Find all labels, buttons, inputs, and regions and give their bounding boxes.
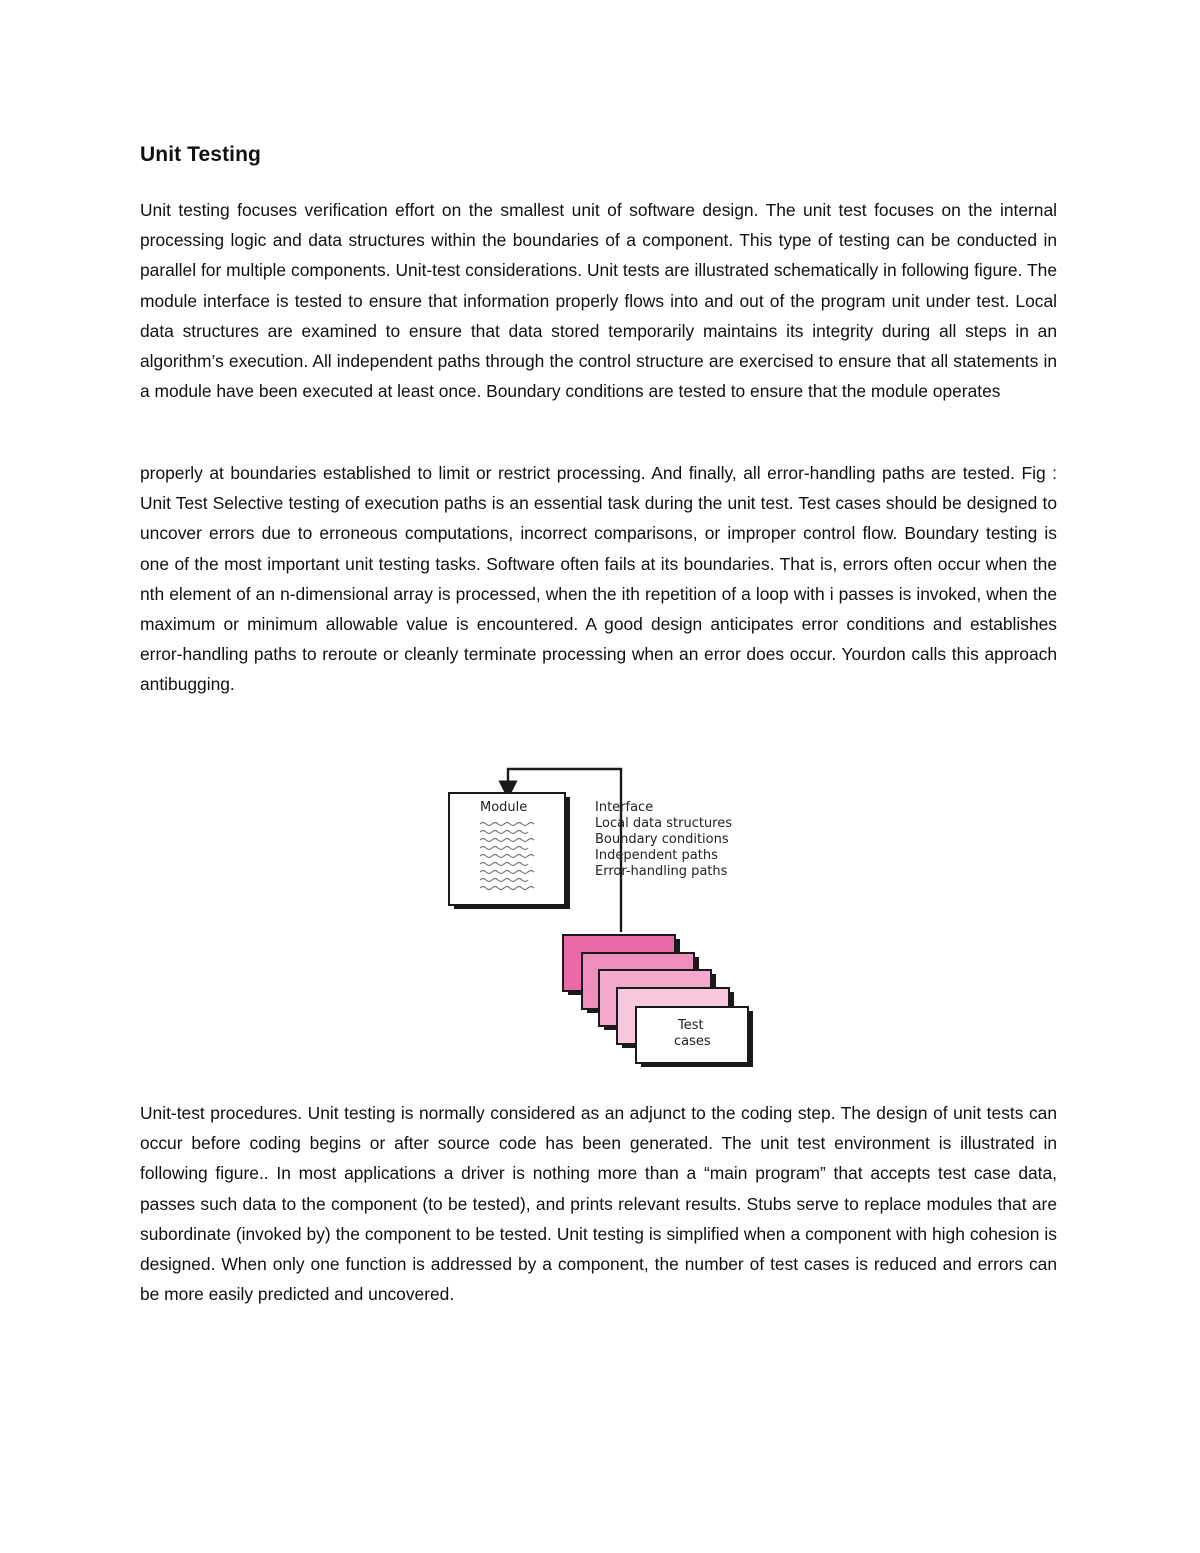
paragraph-unit-testing-intro: Unit testing focuses verification effort on the smallest unit of software design. The unit test focuses on the internal processing logic and data structures within the boundaries of a component. This type of testing can be conducted in parallel for multiple components. Unit-test considerations. Unit tests are illustrated schematically in following figure. The module interface is tested to ensure that information properly flows into and out of the program unit under test. Local data structures are examined to ensure that data stored temporarily maintains its integrity during all steps in an algorithm’s execution. All independent paths through the control structure are exercised to ensure that all statements in a module have been executed at least once. Boundary conditions are tested to ensure that the module operates — [140, 200, 1057, 402]
module-label: Module — [480, 800, 528, 815]
test-cases-label-line1: Test — [678, 1018, 704, 1033]
paragraph-unit-test-procedures: Unit-test procedures. Unit testing is normally considered as an adjunct to the coding step. The design of unit tests can occur before coding begins or after source code has been generated. The unit test environment is illustrated in following figure.. In most applications a driver is nothing more than a “main program” that accepts test case data, passes such data to the component (to be tested), and prints relevant results. Stubs serve to replace modules that are subordinate (invoked by) the component to be tested. Unit testing is simplified when a component with high cohesion is designed. When only one function is addressed by a component, the number of test cases is reduced and errors can be more easily predicted and uncovered. — [140, 1103, 1057, 1305]
test-cases-label-line2: cases — [674, 1034, 711, 1049]
page-title: Unit Testing — [140, 143, 261, 166]
consideration-local-data-structures: Local data structures — [595, 816, 733, 831]
paragraph-boundary-testing: properly at boundaries established to limit or restrict processing. And finally, all error-handling paths are tested. Fig : Unit Test Selective testing of execution paths is an essential task during the unit test. Test cases should be designed to uncover errors due to erroneous computations, incorrect comparisons, or improper control flow. Boundary testing is one of the most important unit testing tasks. Software often fails at its boundaries. That is, errors often occur when the nth element of an n-dimensional array is processed, when the ith repetition of a loop with i passes is invoked, when the maximum or minimum allowable value is encountered. A good design anticipates error conditions and establishes error-handling paths to reroute or cleanly terminate processing when an error does occur. Yourdon calls this approach antibugging. — [140, 463, 1057, 695]
consideration-boundary-conditions: Boundary conditions — [595, 832, 729, 847]
unit-test-figure — [440, 762, 770, 1074]
test-cases-stack — [563, 935, 753, 1067]
unit-test-diagram — [440, 762, 770, 1074]
consideration-error-handling-paths: Error-handling paths — [595, 864, 728, 879]
consideration-independent-paths: Independent paths — [595, 848, 718, 863]
consideration-interface: Interface — [595, 800, 654, 815]
